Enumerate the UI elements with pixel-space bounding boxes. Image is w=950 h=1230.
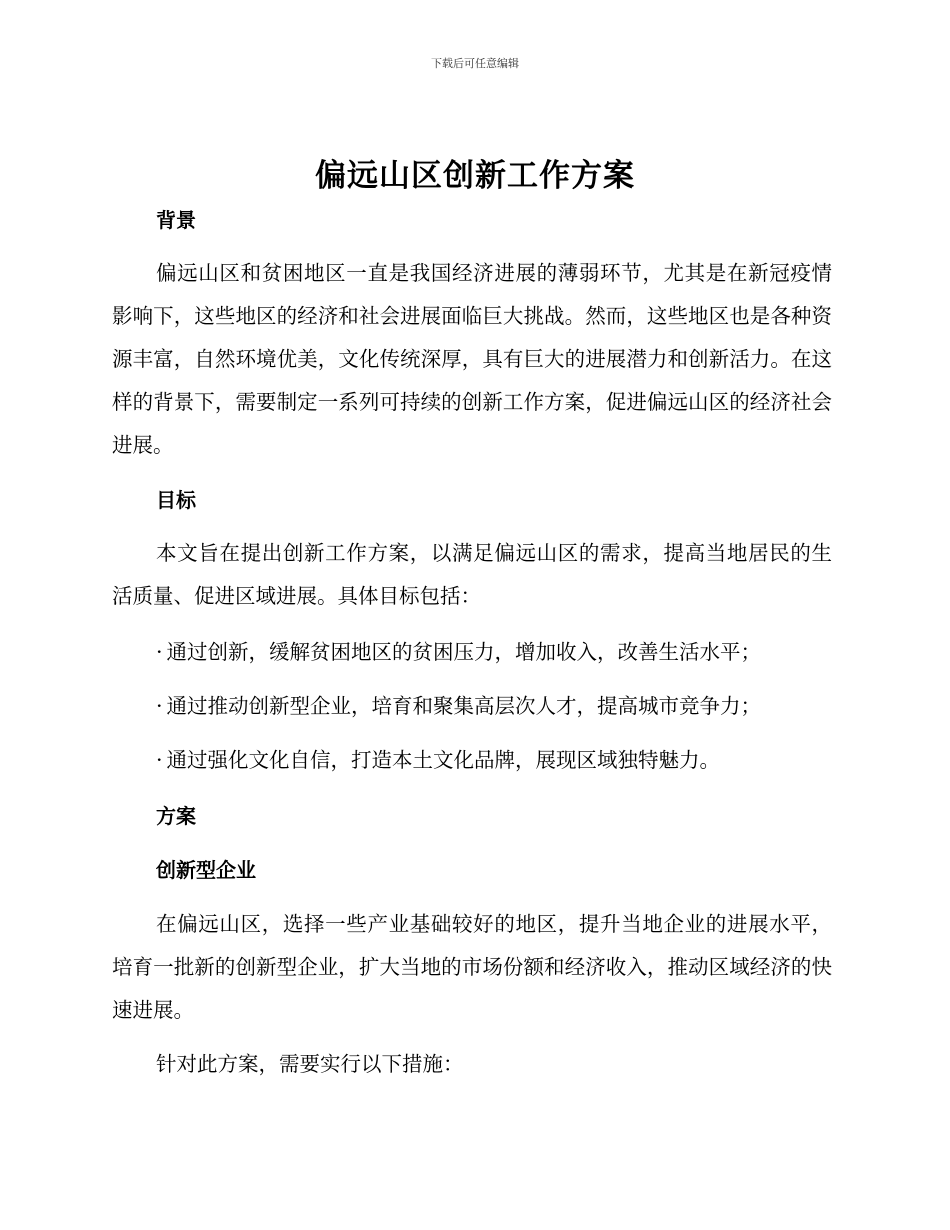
- goal-bullet-item: [156, 638, 836, 666]
- measures-intro-paragraph: 针对此方案，需要实行以下措施：: [156, 1052, 464, 1076]
- plan-paragraph: 在偏远山区，选择一些产业基础较好的地区，提升当地企业的进展水平，培育一批新的创新型企业，扩大当地的市场份额和经济收入，推动区域经济的快速进展。: [112, 912, 832, 1022]
- section-heading-background: 背景: [156, 208, 196, 232]
- bullet-dot: ·: [156, 694, 163, 718]
- document-title: 偏远山区创新工作方案: [315, 158, 635, 194]
- background-paragraph: 偏远山区和贫困地区一直是我国经济进展的薄弱环节，尤其是在新冠疫情影响下，这些地区的经济和社会进展面临巨大挑战。然而，这些地区也是各种资源丰富，自然环境优美，文化传统深厚，具有巨大的进展潜力和创新活力。在这样的背景下，需要制定一系列可持续的创新工作方案，促进偏远山区的经济社会进展。: [112, 261, 832, 457]
- goal-bullet-text: 通过推动创新型企业，培育和聚集高层次人才，提高城市竞争力；: [166, 694, 762, 718]
- goal-bullet-item: [156, 692, 836, 720]
- goal-bullet-text: 通过创新，缓解贫困地区的贫困压力，增加收入，改善生活水平；: [166, 640, 762, 664]
- goals-paragraph: 本文旨在提出创新工作方案，以满足偏远山区的需求，提高当地居民的生活质量、促进区域进展。具体目标包括：: [112, 541, 832, 608]
- page-header-note: 下载后可任意编辑: [431, 57, 519, 70]
- subsection-heading-innovative-enterprises: 创新型企业: [156, 858, 256, 882]
- section-heading-plan: 方案: [156, 804, 196, 828]
- goal-bullet-text: 通过强化文化自信，打造本土文化品牌，展现区域独特魅力。: [166, 748, 721, 772]
- bullet-dot: ·: [156, 640, 163, 664]
- bullet-dot: ·: [156, 748, 163, 772]
- goal-bullet-item: [156, 746, 836, 774]
- section-heading-goals: 目标: [156, 488, 196, 512]
